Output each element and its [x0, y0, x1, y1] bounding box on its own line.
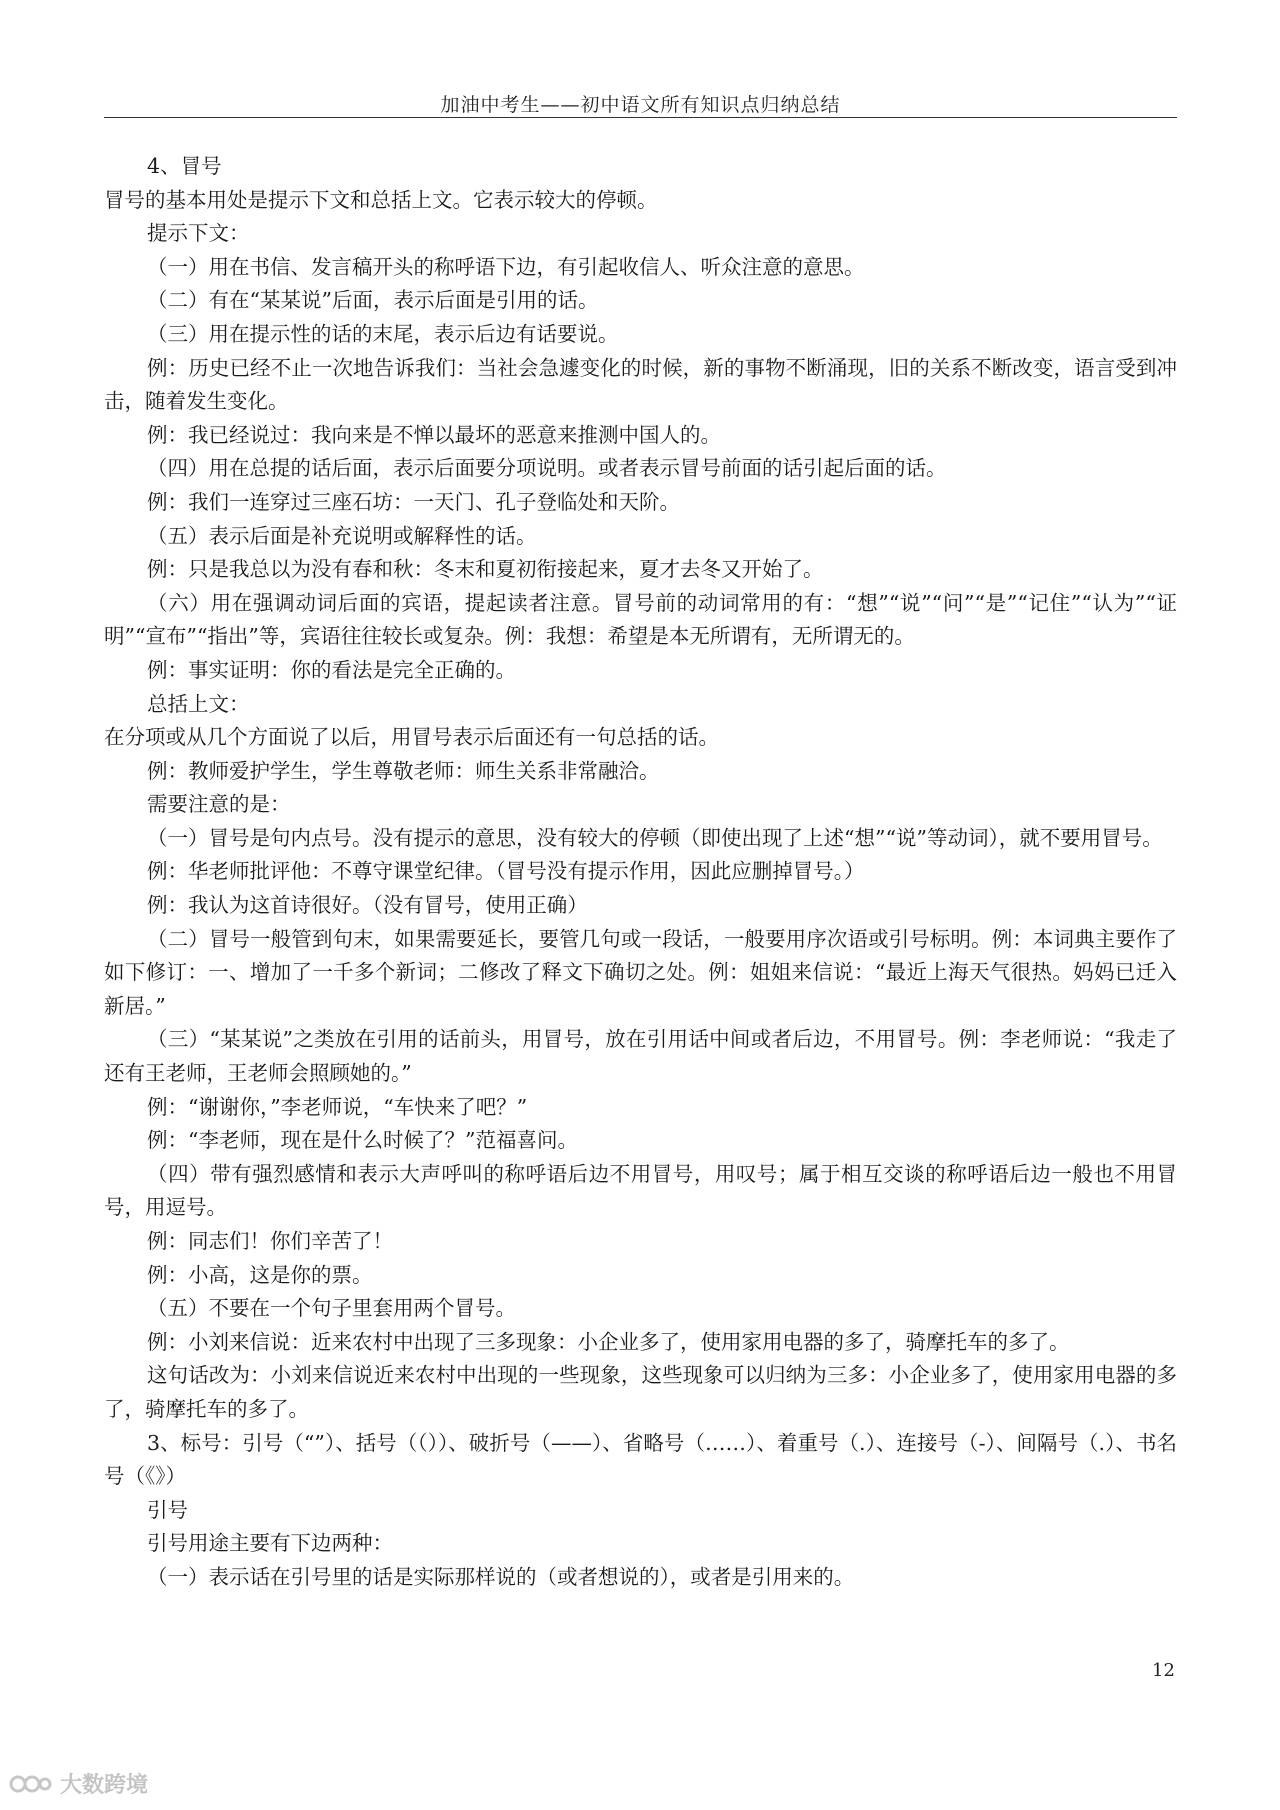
list-item: （五）不要在一个句子里套用两个冒号。 [147, 1296, 517, 1321]
section-label: 引号 [147, 1497, 189, 1522]
list-item: （六）用在强调动词后面的宾语，提起读者注意。冒号前的动词常用的有：“想”“说”“问”“是”“记住”“认为”“证明”“宣布”“指出”等，宾语往往较长或复杂。例：我想：希望是本无所谓有，无所谓无的。 [104, 590, 1177, 649]
section-label: 总括上文： [147, 691, 250, 716]
watermark-logo-icon [8, 1769, 52, 1799]
paragraph: 这句话改为：小刘来信说近来农村中出现的一些现象，这些现象可以归纳为三多：小企业多了，使用家用电器的多了，骑摩托车的多了。 [104, 1363, 1177, 1421]
list-item: （二）冒号一般管到句末，如果需要延长，要管几句或一段话，一般要用序次语或引号标明。例：本词典主要作了如下修订：一、增加了一千多个新词；二修改了释文下确切之处。例：姐姐来信说：“最近上海天气很热。妈妈已迁入新居。” [104, 926, 1177, 1018]
list-item: （四）带有强烈感情和表示大声呼叫的称呼语后边不用冒号，用叹号；属于相互交谈的称呼语后边一般也不用冒号，用逗号。 [104, 1161, 1177, 1220]
paragraph: 冒号的基本用处是提示下文和总括上文。它表示较大的停顿。 [104, 187, 658, 212]
list-item: （一）冒号是句内点号。没有提示的意思，没有较大的停顿（即使出现了上述“想”“说”等动词），就不要用冒号。 [147, 825, 1163, 850]
example: 例：我认为这首诗很好。（没有冒号，使用正确） [147, 893, 588, 918]
example: 例：华老师批评他：不尊守课堂纪律。（冒号没有提示作用，因此应删掉冒号。） [147, 859, 865, 884]
watermark [8, 1768, 148, 1799]
example: 例：只是我总以为没有春和秋：冬末和夏初衔接起来，夏才去冬又开始了。 [147, 557, 824, 582]
heading-colon: 4、冒号 [147, 154, 222, 178]
section-label: 提示下文： [147, 221, 250, 246]
list-item: （二）有在“某某说”后面，表示后面是引用的话。 [147, 288, 599, 313]
list-item: （三）用在提示性的话的末尾，表示后边有话要说。 [147, 321, 619, 346]
list-item: （三）“某某说”之类放在引用的话前头，用冒号，放在引用话中间或者后边，不用冒号。例：李老师说：“我走了还有王老师，王老师会照顾她的。” [104, 1027, 1177, 1086]
page-header: 加油中考生——初中语文所有知识点归纳总结 [440, 94, 841, 116]
header-divider [104, 117, 1177, 118]
page-number: 12 [1152, 1660, 1175, 1681]
example: 例：小高，这是你的票。 [147, 1262, 373, 1287]
example: 例：历史已经不止一次地告诉我们：当社会急遽变化的时候，新的事物不断涌现，旧的关系不断改变，语言受到冲击，随着发生变化。 [104, 355, 1177, 414]
heading-marks: 3、标号：引号（“”）、括号（（））、破折号（——）、省略号（……）、着重号（.）、连接号（-）、间隔号（.）、书名号（《》） [104, 1430, 1177, 1489]
list-item: （四）用在总提的话后面，表示后面要分项说明。或者表示冒号前面的话引起后面的话。 [147, 456, 947, 481]
section-label: 需要注意的是： [147, 792, 291, 817]
document-body [104, 150, 1177, 1595]
paragraph: 引号用途主要有下边两种： [147, 1531, 394, 1556]
example: 例：小刘来信说：近来农村中出现了三多现象：小企业多了，使用家用电器的多了，骑摩托车的多了。 [147, 1329, 1070, 1354]
list-item: （一）用在书信、发言稿开头的称呼语下边，有引起收信人、听众注意的意思。 [147, 254, 865, 279]
list-item: （五）表示后面是补充说明或解释性的话。 [147, 523, 537, 548]
watermark-text: 大数跨境 [60, 1773, 149, 1798]
example: 例：我们一连穿过三座石坊：一天门、孔子登临处和天阶。 [147, 489, 681, 514]
example: 例：“李老师，现在是什么时候了？”范福喜问。 [147, 1128, 579, 1153]
example: 例：同志们！你们辛苦了！ [147, 1229, 394, 1253]
example: 例：教师爱护学生，学生尊敬老师：师生关系非常融洽。 [147, 758, 660, 783]
example: 例：我已经说过：我向来是不惮以最坏的恶意来推测中国人的。 [147, 422, 722, 447]
list-item: （一）表示话在引号里的话是实际那样说的（或者想说的），或者是引用来的。 [147, 1564, 855, 1589]
example: 例：“谢谢你，”李老师说，“车快来了吧？” [147, 1094, 528, 1119]
paragraph: 在分项或从几个方面说了以后，用冒号表示后面还有一句总括的话。 [104, 725, 719, 750]
example: 例：事实证明：你的看法是完全正确的。 [147, 657, 517, 682]
